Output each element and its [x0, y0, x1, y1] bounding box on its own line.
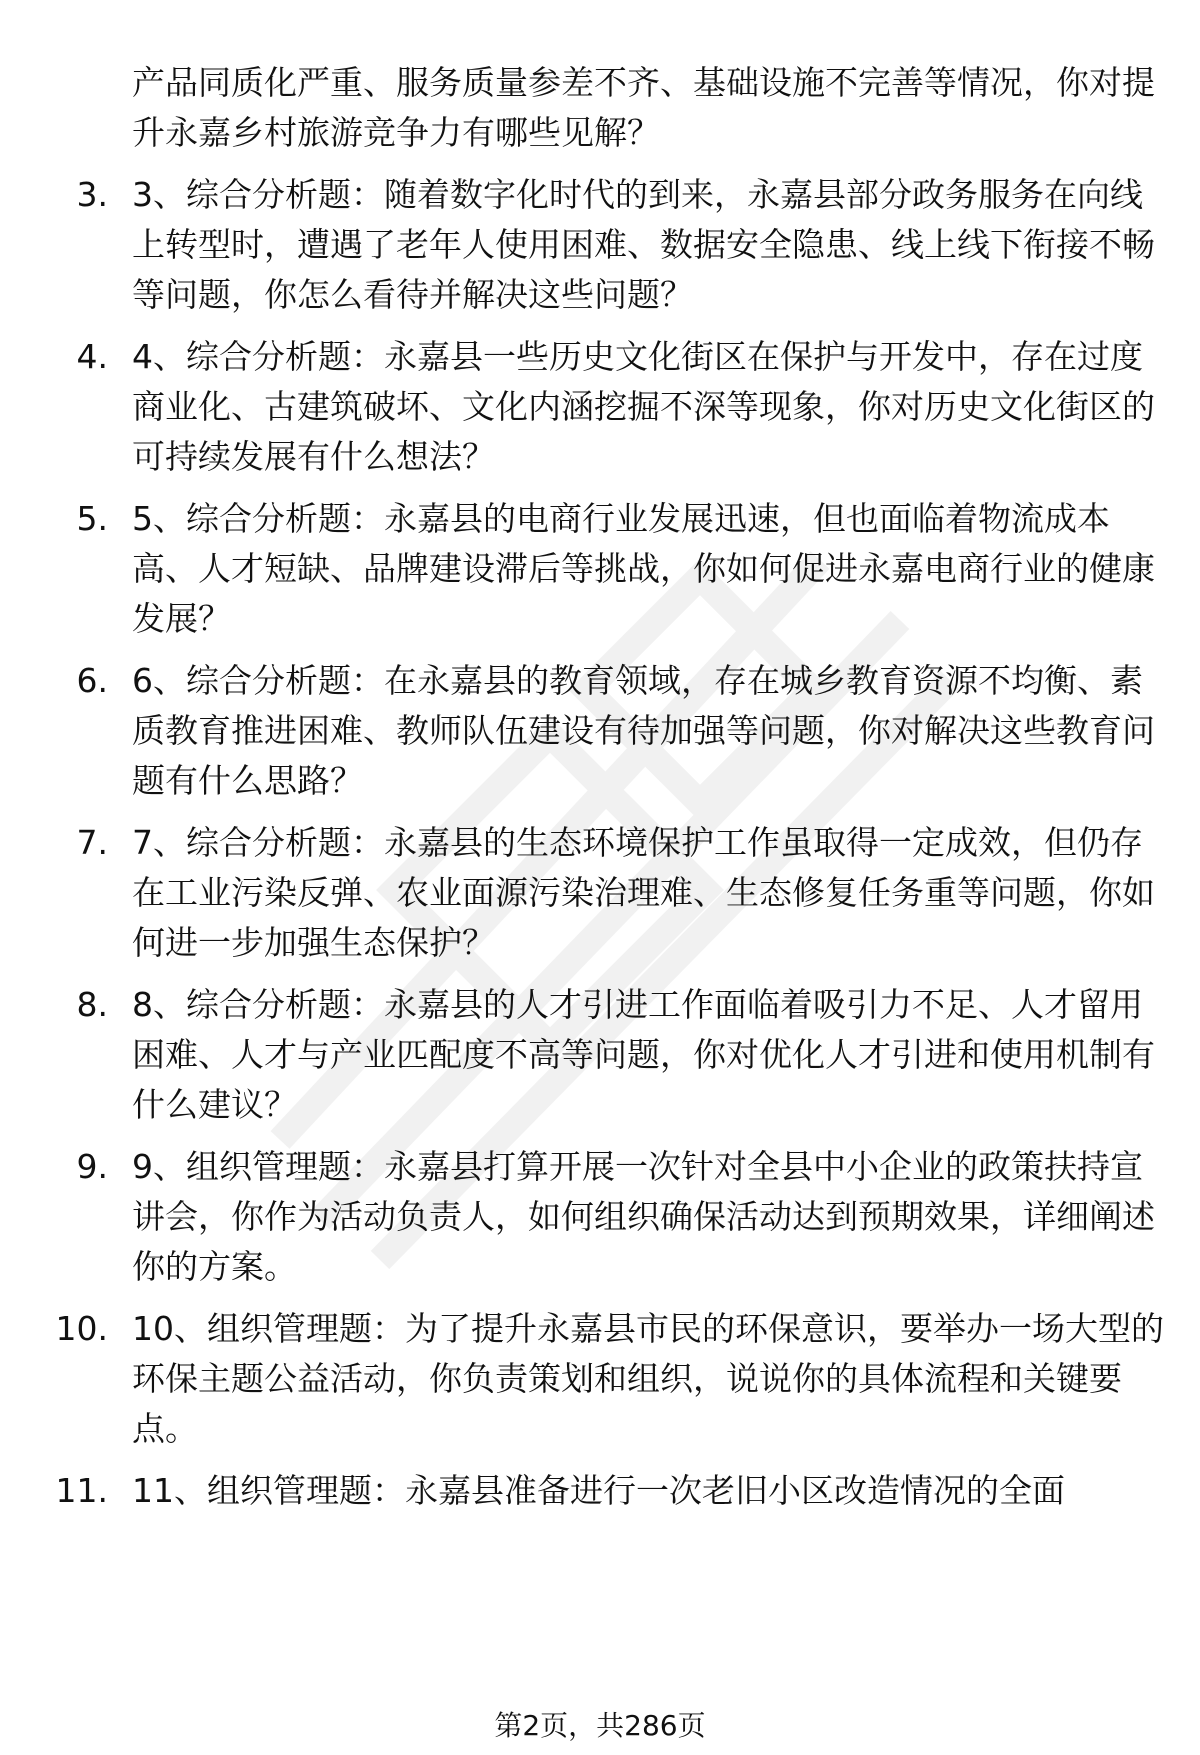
- intro-paragraph: 产品同质化严重、服务质量参差不齐、基础设施不完善等情况，你对提升永嘉乡村旅游竞争力有哪些见解？: [132, 63, 1155, 152]
- question-text: 9、组织管理题：永嘉县打算开展一次针对全县中小企业的政策扶持宣讲会，你作为活动负责人，如何组织确保活动达到预期效果，详细阐述你的方案。: [132, 1147, 1155, 1286]
- question-number: 8.: [76, 985, 108, 1024]
- question-number: 9.: [76, 1147, 108, 1186]
- question-number: 3.: [76, 175, 108, 214]
- question-text: 4、综合分析题：永嘉县一些历史文化街区在保护与开发中，存在过度商业化、古建筑破坏、文化内涵挖掘不深等现象，你对历史文化街区的可持续发展有什么想法？: [132, 337, 1155, 476]
- question-number: 10.: [55, 1309, 108, 1348]
- question-text: 5、综合分析题：永嘉县的电商行业发展迅速，但也面临着物流成本高、人才短缺、品牌建设滞后等挑战，你如何促进永嘉电商行业的健康发展？: [132, 499, 1155, 638]
- page-footer: 第2页，共286页: [494, 1709, 706, 1742]
- question-text: 6、综合分析题：在永嘉县的教育领域，存在城乡教育资源不均衡、素质教育推进困难、教师队伍建设有待加强等问题，你对解决这些教育问题有什么思路？: [132, 661, 1155, 800]
- question-number: 4.: [76, 337, 108, 376]
- question-number: 7.: [76, 823, 108, 862]
- question-text: 11、组织管理题：永嘉县准备进行一次老旧小区改造情况的全面: [132, 1471, 1065, 1510]
- question-text: 3、综合分析题：随着数字化时代的到来，永嘉县部分政务服务在向线上转型时，遭遇了老年人使用困难、数据安全隐患、线上线下衔接不畅等问题，你怎么看待并解决这些问题？: [132, 175, 1155, 314]
- question-text: 10、组织管理题：为了提升永嘉县市民的环保意识，要举办一场大型的环保主题公益活动，你负责策划和组织，说说你的具体流程和关键要点。: [132, 1309, 1164, 1448]
- question-number: 5.: [76, 499, 108, 538]
- question-number: 6.: [76, 661, 108, 700]
- question-text: 7、综合分析题：永嘉县的生态环境保护工作虽取得一定成效，但仍存在工业污染反弹、农业面源污染治理难、生态修复任务重等问题，你如何进一步加强生态保护？: [132, 823, 1155, 962]
- question-text: 8、综合分析题：永嘉县的人才引进工作面临着吸引力不足、人才留用困难、人才与产业匹配度不高等问题，你对优化人才引进和使用机制有什么建议？: [132, 985, 1155, 1124]
- question-number: 11.: [55, 1471, 108, 1510]
